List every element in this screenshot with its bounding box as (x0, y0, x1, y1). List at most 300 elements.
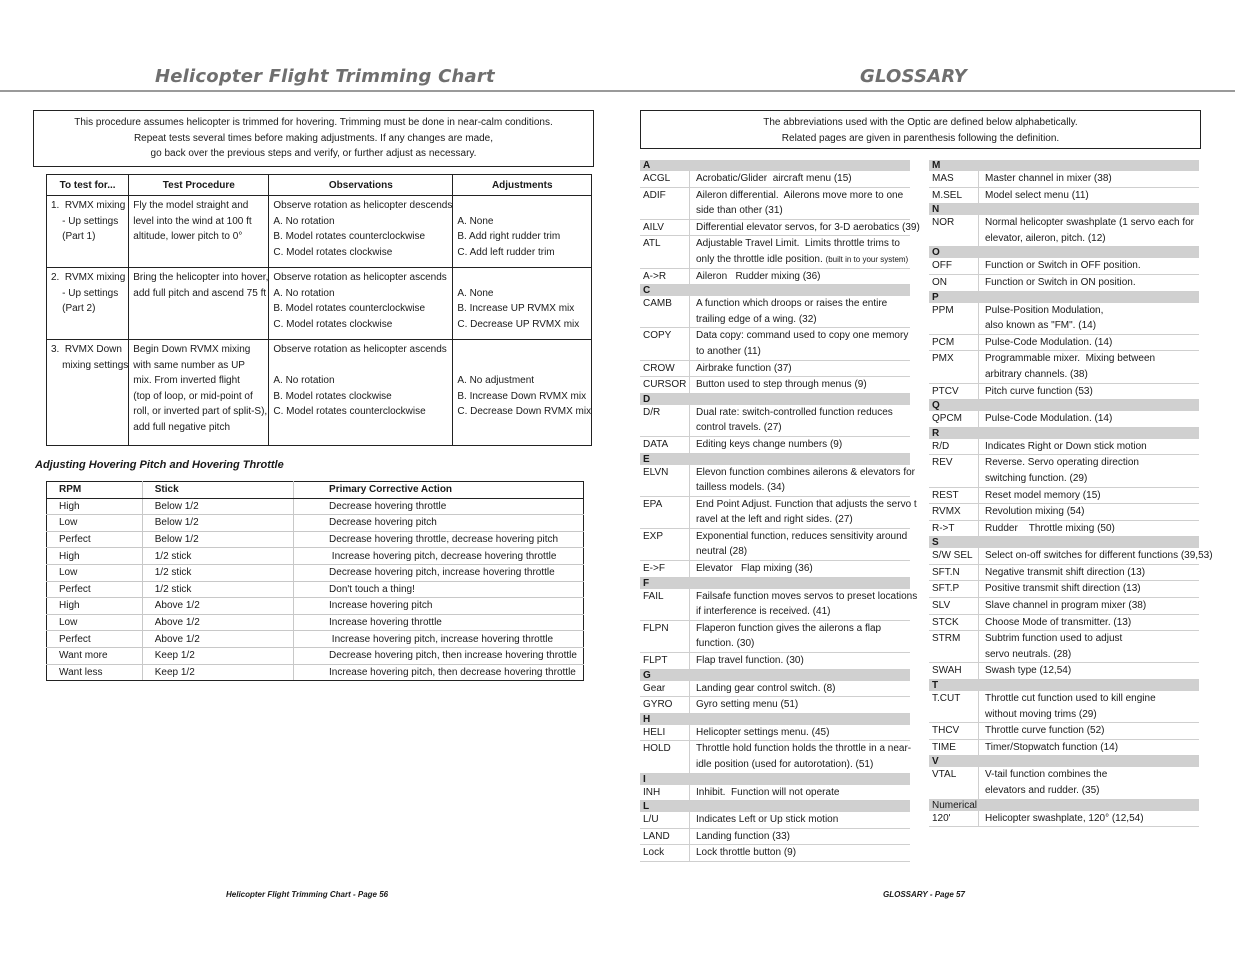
table-cell (129, 340, 269, 446)
cell-line: (Part 2) (51, 303, 96, 314)
glossary-abbreviation: CURSOR (640, 377, 690, 393)
cell-line: 3. RVMX Down (51, 344, 122, 355)
cell-line: mixing settings (51, 359, 129, 371)
glossary-entry (929, 188, 1199, 205)
table-cell: Below 1/2 (142, 515, 293, 532)
glossary-abbreviation: ATL (640, 236, 690, 267)
glossary-entry (929, 275, 1199, 292)
definition-line (985, 663, 1199, 679)
definition-text: Pulse-Position Modulation, (985, 304, 1104, 316)
glossary-abbreviation: Gear (640, 681, 690, 697)
definition-text: Slave channel in program mixer (38) (985, 600, 1147, 612)
glossary-definition (690, 328, 910, 359)
table-cell: Perfect (47, 581, 143, 598)
definition-line (985, 275, 1199, 291)
glossary-entry (929, 335, 1199, 352)
glossary-definition (690, 845, 910, 861)
table-cell (129, 196, 269, 268)
glossary-entry (929, 455, 1199, 487)
glossary-entry (640, 465, 916, 497)
intro-line: This procedure assumes helicopter is trimmed for hovering. Trimming must be done in near-calm conditions. (74, 117, 553, 128)
glossary-entry (929, 548, 1213, 565)
definition-line (696, 529, 910, 545)
definition-text: Data copy: command used to copy one memory (696, 330, 909, 342)
definition-line (696, 220, 920, 236)
definition-text: Model select menu (11) (985, 189, 1089, 201)
table-cell (453, 196, 592, 268)
table-cell: Don't touch a thing! (294, 581, 584, 598)
cell-line: - Up settings (51, 287, 119, 299)
cell-line: A. No rotation (273, 215, 335, 227)
definition-line (985, 565, 1199, 581)
glossary-entry (929, 351, 1199, 383)
definition-text: Lock throttle button (9) (696, 847, 797, 859)
glossary-definition (690, 497, 917, 528)
glossary-entry (929, 384, 1199, 401)
cell-line: altitude, lower pitch to 0° (133, 231, 243, 242)
glossary-entry (929, 631, 1199, 663)
cell-line: with same number as UP (133, 359, 245, 371)
definition-line (985, 631, 1199, 647)
definition-text: tailless models. (34) (696, 482, 785, 494)
glossary-definition (979, 258, 1199, 274)
definition-line (696, 845, 910, 861)
definition-line (696, 725, 910, 741)
table-cell: Decrease hovering pitch, then increase hovering throttle (294, 647, 584, 664)
hover-section-title: Adjusting Hovering Pitch and Hovering Throttle (35, 459, 284, 471)
cell-line: C. Model rotates counterclockwise (273, 406, 426, 417)
glossary-definition (979, 455, 1199, 486)
glossary-abbreviation: PCM (929, 335, 979, 351)
glossary-entry (640, 171, 910, 188)
header-rule (0, 90, 1235, 92)
glossary-abbreviation: MAS (929, 171, 979, 187)
glossary-entry (929, 521, 1199, 538)
cell-line: level into the wind at 100 ft (133, 215, 252, 227)
glossary-letter-header: D (640, 394, 910, 405)
glossary-entry (640, 785, 910, 802)
cell-line: C. Decrease UP RVMX mix (457, 318, 580, 330)
glossary-entry (929, 723, 1199, 740)
glossary-abbreviation: REST (929, 488, 979, 504)
definition-text: switching function. (29) (985, 472, 1088, 484)
definition-line (985, 258, 1199, 274)
glossary-abbreviation: E->F (640, 561, 690, 577)
glossary-entry (640, 561, 910, 578)
table-cell: Above 1/2 (142, 614, 293, 631)
glossary-abbreviation: SLV (929, 598, 979, 614)
table-cell: Low (47, 515, 143, 532)
table-cell: Decrease hovering pitch (294, 515, 584, 532)
glossary-entry (640, 621, 910, 653)
definition-text: Master channel in mixer (38) (985, 173, 1112, 184)
definition-line (696, 544, 910, 560)
glossary-entry (929, 581, 1199, 598)
glossary-definition (690, 653, 910, 669)
glossary-letter-header: P (929, 292, 1199, 303)
glossary-entry (640, 681, 910, 698)
glossary-column-1 (640, 160, 920, 862)
glossary-entry (929, 258, 1199, 275)
definition-text: Adjustable Travel Limit. Limits throttle trims to (696, 238, 900, 250)
cell-line: C. Model rotates clockwise (273, 246, 393, 258)
table-cell: Below 1/2 (142, 498, 293, 515)
definition-line (696, 589, 917, 605)
definition-line (985, 581, 1199, 597)
definition-text: Helicopter settings menu. (45) (696, 726, 830, 738)
glossary-abbreviation: QPCM (929, 411, 979, 427)
cell-line: Fly the model straight and (133, 200, 249, 211)
definition-text: elevator, aileron, pitch. (12) (985, 232, 1106, 244)
definition-line (696, 653, 910, 669)
definition-line (696, 497, 917, 513)
glossary-abbreviation: D/R (640, 405, 690, 436)
definition-line (985, 615, 1199, 631)
glossary-letter-header: L (640, 801, 910, 812)
table-cell: 1/2 stick (142, 548, 293, 565)
definition-line (985, 455, 1199, 471)
definition-line (696, 437, 910, 453)
glossary-entry (929, 811, 1199, 828)
definition-text: Failsafe function moves servos to preset locations (696, 590, 918, 602)
definition-text: Editing keys change numbers (9) (696, 438, 843, 450)
glossary-definition (979, 740, 1199, 756)
table-cell: Low (47, 614, 143, 631)
cell-line: Observe rotation as helicopter ascends (273, 272, 447, 283)
glossary-abbreviation: AILV (640, 220, 690, 236)
table-cell: Want less (47, 664, 143, 681)
glossary-letter-header: Q (929, 400, 1199, 411)
glossary-abbreviation: EPA (640, 497, 690, 528)
definition-text: also known as "FM". (14) (985, 320, 1097, 332)
glossary-definition (979, 411, 1199, 427)
definition-line (985, 188, 1199, 204)
glossary-definition (979, 767, 1199, 798)
glossary-definition (979, 548, 1213, 564)
definition-line (985, 521, 1199, 537)
definition-line (696, 785, 910, 801)
definition-line (696, 604, 917, 620)
glossary-entry (929, 504, 1199, 521)
table-cell: Decrease hovering throttle (294, 498, 584, 515)
glossary-abbreviation: FLPT (640, 653, 690, 669)
glossary-entry (929, 740, 1199, 757)
glossary-definition (690, 437, 910, 453)
column-header: Observations (269, 175, 453, 196)
glossary-abbreviation: ACGL (640, 171, 690, 187)
glossary-abbreviation: R/D (929, 439, 979, 455)
definition-line (696, 621, 910, 637)
glossary-letter-header: I (640, 774, 910, 785)
definition-text: Choose Mode of transmitter. (13) (985, 616, 1132, 628)
glossary-definition (979, 351, 1199, 382)
glossary-abbreviation: EXP (640, 529, 690, 560)
table-cell: Below 1/2 (142, 531, 293, 548)
glossary-definition (690, 812, 910, 828)
glossary-definition (979, 723, 1199, 739)
cell-line (457, 198, 591, 214)
glossary-entry (640, 437, 910, 454)
definition-text: trailing edge of a wing. (32) (696, 313, 817, 325)
definition-line (696, 681, 910, 697)
right-page-footer: GLOSSARY - Page 57 (883, 890, 965, 899)
definition-line (696, 236, 910, 252)
glossary-entry (640, 405, 910, 437)
glossary-entry (640, 697, 910, 714)
glossary-definition (690, 220, 920, 236)
cell-line (457, 342, 591, 358)
glossary-entry (929, 663, 1199, 680)
glossary-definition (979, 188, 1199, 204)
definition-text: side than other (31) (696, 205, 783, 217)
glossary-letter-header: M (929, 160, 1199, 171)
cell-line: Begin Down RVMX mixing (133, 344, 251, 355)
cell-line: mix. From inverted flight (133, 375, 240, 386)
definition-text: function. (30) (696, 638, 755, 650)
definition-line (985, 723, 1199, 739)
glossary-entry (640, 328, 910, 360)
glossary-abbreviation: 120' (929, 811, 979, 827)
definition-text: Exponential function, reduces sensitivity around (696, 530, 908, 542)
definition-text: V-tail function combines the (985, 769, 1108, 781)
glossary-definition (979, 303, 1199, 334)
definition-line (985, 740, 1199, 756)
cell-line: B. Model rotates clockwise (273, 390, 392, 402)
table-cell: Keep 1/2 (142, 664, 293, 681)
definition-text: control travels. (27) (696, 422, 782, 434)
definition-line (696, 269, 910, 285)
glossary-definition (979, 615, 1199, 631)
definition-line (696, 328, 910, 344)
glossary-letter-header: Numerical (929, 800, 1199, 811)
definition-text: Aileron Rudder mixing (36) (696, 270, 821, 282)
glossary-entry (929, 303, 1199, 335)
definition-line (696, 252, 910, 268)
table-cell: Above 1/2 (142, 631, 293, 648)
glossary-intro-box (640, 110, 1201, 149)
column-header: Primary Corrective Action (294, 482, 584, 499)
definition-line (985, 367, 1199, 383)
glossary-definition (979, 215, 1199, 246)
glossary-definition (690, 269, 910, 285)
table-cell (453, 340, 592, 446)
table-row (47, 614, 584, 631)
table-cell: Decrease hovering throttle, decrease hovering pitch (294, 531, 584, 548)
glossary-definition (690, 188, 910, 219)
glossary-definition (979, 171, 1199, 187)
table-cell: Perfect (47, 531, 143, 548)
glossary-definition (690, 725, 910, 741)
cell-line: A. None (457, 215, 494, 227)
column-header: Test Procedure (129, 175, 269, 196)
definition-line (696, 561, 910, 577)
definition-text: Button used to step through menus (9) (696, 379, 867, 391)
glossary-definition (690, 405, 910, 436)
cell-line: A. None (457, 287, 494, 299)
glossary-abbreviation: A->R (640, 269, 690, 285)
definition-text: Flap travel function. (30) (696, 655, 804, 667)
cell-line (457, 270, 591, 286)
definition-line (985, 439, 1199, 455)
table-cell (453, 268, 592, 340)
definition-line (985, 548, 1213, 564)
definition-line (696, 465, 915, 481)
glossary-abbreviation: GYRO (640, 697, 690, 713)
definition-line (696, 420, 910, 436)
definition-text: End Point Adjust. Function that adjusts the servo t (696, 498, 917, 510)
definition-line (696, 636, 910, 652)
definition-text: Select on-off switches for different functions (39,53) (985, 550, 1213, 562)
glossary-abbreviation: L/U (640, 812, 690, 828)
glossary-entry (640, 269, 910, 286)
glossary-abbreviation: STRM (929, 631, 979, 662)
glossary-letter-header: R (929, 428, 1199, 439)
column-header: Stick (142, 482, 293, 499)
cell-line: Observe rotation as helicopter ascends (273, 344, 447, 355)
definition-text: Acrobatic/Glider aircraft menu (15) (696, 173, 852, 184)
table-cell: Increase hovering pitch, increase hovering throttle (294, 631, 584, 648)
glossary-letter-header: O (929, 247, 1199, 258)
table-cell: High (47, 498, 143, 515)
table-cell (47, 340, 129, 446)
definition-text: Function or Switch in OFF position. (985, 260, 1141, 272)
cell-line: A. No rotation (273, 375, 335, 386)
glossary-entry (929, 439, 1199, 456)
definition-line (985, 691, 1199, 707)
definition-text: Programmable mixer. Mixing between (985, 353, 1156, 365)
glossary-abbreviation: ELVN (640, 465, 690, 496)
definition-line (985, 231, 1199, 247)
table-cell: Increase hovering pitch (294, 598, 584, 615)
glossary-definition (979, 275, 1199, 291)
table-cell: 1/2 stick (142, 564, 293, 581)
glossary-abbreviation: HOLD (640, 741, 690, 772)
definition-line (696, 697, 910, 713)
definition-line (985, 647, 1199, 663)
definition-text: Reverse. Servo operating direction (985, 457, 1139, 469)
table-row (47, 340, 592, 446)
table-row (47, 498, 584, 515)
glossary-definition (979, 691, 1199, 722)
glossary-entry (640, 653, 910, 670)
glossary-definition (690, 171, 910, 187)
definition-text: Negative transmit shift direction (13) (985, 566, 1146, 578)
definition-note: (built in to your system) (825, 254, 909, 264)
glossary-definition (690, 465, 915, 496)
glossary-entry (640, 296, 910, 328)
definition-text: idle position (used for autorotation). (51) (696, 759, 874, 770)
definition-line (985, 335, 1199, 351)
glossary-entry (640, 188, 910, 220)
glossary-abbreviation: ADIF (640, 188, 690, 219)
definition-text: Indicates Right or Down stick motion (985, 440, 1147, 452)
definition-text: Landing function (33) (696, 830, 790, 842)
definition-text: to another (11) (696, 345, 761, 357)
intro-line: The abbreviations used with the Optic are defined below alphabetically. (763, 117, 1078, 128)
glossary-abbreviation: RVMX (929, 504, 979, 520)
glossary-entry (929, 411, 1199, 428)
glossary-entry (929, 565, 1199, 582)
definition-text: Indicates Left or Up stick motion (696, 814, 839, 826)
glossary-abbreviation: THCV (929, 723, 979, 739)
glossary-abbreviation: T.CUT (929, 691, 979, 722)
definition-text: Elevon function combines ailerons & elevators for (696, 466, 916, 478)
cell-line: 1. RVMX mixing (51, 200, 126, 211)
table-cell: Decrease hovering pitch, increase hovering throttle (294, 564, 584, 581)
cell-line: 2. RVMX mixing (51, 272, 126, 283)
definition-text: Dual rate: switch-controlled function reduces (696, 406, 893, 418)
definition-line (696, 361, 910, 377)
glossary-abbreviation: PTCV (929, 384, 979, 400)
definition-line (985, 707, 1199, 723)
table-cell (269, 340, 453, 446)
cell-line: - Up settings (51, 215, 119, 227)
glossary-entry (640, 589, 918, 621)
column-header: RPM (47, 482, 143, 499)
table-row (47, 581, 584, 598)
definition-text: servo neutrals. (28) (985, 648, 1072, 660)
glossary-definition (690, 236, 910, 267)
definition-line (985, 351, 1199, 367)
glossary-entry (640, 725, 910, 742)
left-page-title: Helicopter Flight Trimming Chart (155, 66, 495, 87)
glossary-entry (929, 767, 1199, 799)
glossary-entry (929, 691, 1199, 723)
hover-table (46, 481, 584, 681)
glossary-letter-header: T (929, 680, 1199, 691)
definition-line (985, 318, 1199, 334)
intro-line: Related pages are given in parenthesis following the definition. (781, 132, 1060, 144)
cell-line: roll, or inverted part of split-S), (133, 406, 268, 417)
cell-line: B. Add right rudder trim (457, 231, 561, 242)
definition-text: ravel at the left and right sides. (27) (696, 514, 853, 526)
definition-text: arbitrary channels. (38) (985, 368, 1088, 380)
cell-line: Observe rotation as helicopter descends (273, 200, 453, 211)
glossary-definition (690, 697, 910, 713)
table-cell: High (47, 598, 143, 615)
glossary-abbreviation: M.SEL (929, 188, 979, 204)
glossary-letter-header: H (640, 714, 910, 725)
glossary-definition (690, 785, 910, 801)
glossary-entry (640, 845, 910, 862)
cell-line: C. Model rotates clockwise (273, 318, 393, 330)
glossary-definition (979, 631, 1199, 662)
glossary-definition (690, 589, 917, 620)
definition-text: Reset model memory (15) (985, 489, 1101, 501)
table-row (47, 196, 592, 268)
glossary-abbreviation: PPM (929, 303, 979, 334)
definition-text: Throttle cut function used to kill engine (985, 693, 1156, 705)
definition-line (985, 171, 1199, 187)
definition-text: neutral (28) (696, 546, 748, 558)
glossary-definition (979, 565, 1199, 581)
table-row (47, 515, 584, 532)
glossary-definition (979, 504, 1199, 520)
glossary-definition (690, 361, 910, 377)
definition-line (696, 203, 910, 219)
glossary-abbreviation: ON (929, 275, 979, 291)
definition-text: Elevator Flap mixing (36) (696, 563, 813, 575)
glossary-definition (979, 488, 1199, 504)
glossary-entry (929, 598, 1199, 615)
table-cell: Above 1/2 (142, 598, 293, 615)
glossary-abbreviation: CROW (640, 361, 690, 377)
glossary-definition (979, 811, 1199, 827)
glossary-definition (979, 439, 1199, 455)
glossary-abbreviation: CAMB (640, 296, 690, 327)
table-cell (269, 196, 453, 268)
definition-line (985, 411, 1199, 427)
